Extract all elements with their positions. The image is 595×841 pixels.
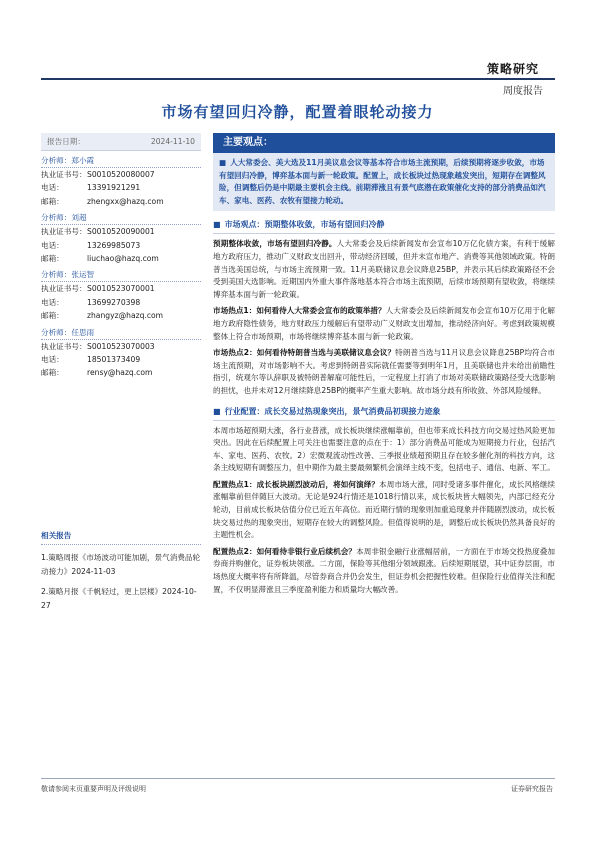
paragraph-text: 特朗普当选与11月议息会议降息25BP均符合市场主流预期，对市场影响不大。考虑到特朗普实际就任需要等到明年1月，且美联储也并未给出前瞻性指引，统观尔等认辞职及被特朗普解雇可能性后，一定程度上打消了市场对美联储政策路径受大选影响的担忧，也并未对12月继续降息25BP的概率产生重大影响。故市场分歧有所收敛、外部风险缓释。 bbox=[213, 348, 555, 395]
license-number: S0010520090001 bbox=[87, 227, 155, 237]
license-number: S0010520080007 bbox=[87, 170, 155, 179]
phone-label: 电话： bbox=[41, 183, 64, 193]
bullet-icon: ■ bbox=[219, 158, 227, 167]
footer-label: 证券研究报告 bbox=[511, 785, 553, 793]
license-label: 执业证书号： bbox=[41, 227, 87, 237]
key-points-summary bbox=[213, 153, 555, 211]
bullet-icon: ■ bbox=[213, 220, 221, 230]
date-value: 2024-11-10 bbox=[150, 136, 195, 146]
paragraph-lead: 配置热点1：成长板块剧烈波动后，将如何演绎？ bbox=[213, 479, 380, 489]
report-date bbox=[41, 133, 201, 151]
report-type: 周度报告 bbox=[503, 86, 543, 97]
date-label: 报告日期： bbox=[47, 136, 85, 146]
email-link[interactable]: zhangyz@hazq.com bbox=[87, 311, 164, 321]
phone-label: 电话： bbox=[41, 240, 64, 250]
paragraph bbox=[213, 479, 555, 542]
analyst-name: 分析师：刘超 bbox=[41, 211, 201, 225]
phone-number: 13269985073 bbox=[87, 240, 141, 250]
analyst-name: 分析师：张运智 bbox=[41, 268, 201, 282]
paragraph-lead: 市场热点2：如何看待特朗普当选与美联储议息会议？ bbox=[213, 348, 396, 358]
phone-number: 18501373409 bbox=[87, 355, 141, 365]
footer-disclaimer: 敬请参阅末页重要声明及评级说明 bbox=[41, 785, 146, 793]
header-rule bbox=[41, 78, 555, 80]
main-content bbox=[213, 133, 555, 596]
phone-label: 电话： bbox=[41, 297, 64, 307]
report-title: 市场有望回归冷静，配置着眼轮动接力 bbox=[161, 103, 434, 121]
related-reports bbox=[41, 529, 201, 613]
paragraph bbox=[213, 305, 555, 343]
paragraph bbox=[213, 238, 555, 301]
analyst-block bbox=[41, 154, 201, 208]
email-label: 邮箱： bbox=[41, 254, 64, 264]
summary-text: 人大常委会、美大选及11月美议息会议等基本符合市场主流预期，后续预期将逐步收敛，市场有望回归冷静，博弈基本面与新一轮政策。配置上，成长板块过热现象越发突出，短期存在调整风险，但调整后仍是中期最主要机会主线。前期滞涨且有景气底潜在政策催化支持的部分消费品如汽车、家电、医药、农牧有望接力轮动。 bbox=[219, 158, 546, 205]
report-category: 策略研究 bbox=[486, 62, 539, 76]
related-report-link[interactable]: 2.策略月报《千帆轻过，更上层楼》2024-10-27 bbox=[41, 587, 197, 610]
analyst-block bbox=[41, 211, 201, 265]
analyst-block bbox=[41, 268, 201, 322]
analyst-block bbox=[41, 326, 201, 380]
license-label: 执业证书号： bbox=[41, 170, 87, 179]
footer-rule bbox=[41, 778, 555, 779]
section-heading: ■ 市场观点：预期整体收敛，市场有望回归冷静 bbox=[213, 217, 555, 234]
paragraph-text: 人大常委会及后续新闻发布会宣布10万亿用于化解地方政府隐性债务，地方财政压力缓解后有望带动广义财政支出增加，推动经济向好。考虑到政策规模整体上符合市场预期，市场将继续博弈基本面与新一轮政策。 bbox=[213, 306, 556, 341]
phone-label: 电话： bbox=[41, 355, 64, 365]
paragraph bbox=[213, 425, 555, 475]
email-label: 邮箱： bbox=[41, 196, 64, 206]
paragraph-lead: 配置热点2：如何看待非银行业后续机会？ bbox=[213, 546, 357, 556]
related-reports-title: 相关报告 bbox=[41, 529, 201, 545]
sidebar bbox=[41, 133, 201, 380]
bullet-icon: ■ bbox=[213, 406, 221, 416]
paragraph-text: 人大常委会及后续新闻发布会宣布10万亿化债方案，有利于缓解地方政府压力，推动广义财政支出回升，带动经济回暖，但并未宣布地产、消费等其他领域政策。特朗普当选美国总统，与市场主流预期一致。11月美联储议息会议降息25BP，并表示其后续政策路径不会受到美国大选影响。近期国内外重大事件落地基本符合市场主流预期，后续市场预期有望收敛，将继续博弈基本面与新一轮政策。 bbox=[213, 239, 555, 299]
paragraph-text: 本周市场大涨，同时受诸多事件催化，成长风格继续涨幅靠前但伴随巨大波动。无论是924行情还是1018行情以来，成长板块皆大幅领先，内部已经充分轮动，目前成长板块估值分位已近五年高位。而近期行情的现象则加重追现象并伴随剧烈波动，成长板块交易过热的现象突出，短期存在较大的调整风险。但值得说明的是，调整后成长板块仍然具备良好的主题性机会。 bbox=[213, 479, 555, 540]
paragraph bbox=[213, 347, 555, 397]
phone-number: 13391921291 bbox=[87, 183, 141, 193]
email-link[interactable]: zhengxx@hazq.com bbox=[87, 196, 164, 206]
analyst-name: 分析师：任思雨 bbox=[41, 326, 201, 340]
paragraph-text: 本周市场超预期大涨，各行业普涨，成长板块继续涨幅靠前，但也带来成长科技方向交易过热风险更加突出。因此在后续配置上可关注也需要注意的点在于：1）部分消费品可能成为短期接力行业，包括汽车、家电、医药、农牧。2）宏微观流动性改善、三季报业绩超预期且存在较多催化剂的科技方向，这条主线短期有调整压力，但中期作为最主要最频繁机会演绎主线不变，包括电子、通信、电新、军工。 bbox=[213, 425, 555, 473]
paragraph-lead: 市场热点1：如何看待人大常委会宣布的政策举措？ bbox=[213, 306, 386, 316]
key-points-heading: 主要观点： bbox=[213, 133, 555, 153]
paragraph-lead: 预期整体收敛，市场有望回归冷静。 bbox=[213, 239, 337, 249]
paragraph-text: 本周非银金融行业涨幅居前，一方面在于市场交投热度叠加券商并购催化，证券板块领涨。二方面，保险等其他细分领域跟涨。后续短期展望，其中证券层面，市场热度大概率将有所降温，尽管券商合并仍会发生，但证券机会把握性较难。但保险行业值得关注和配置，不仅明显滞涨且三季度盈利能力和质量均大幅改善。 bbox=[213, 546, 555, 594]
license-label: 执业证书号： bbox=[41, 341, 87, 351]
paragraph bbox=[213, 546, 555, 596]
phone-number: 13699270398 bbox=[87, 297, 141, 307]
email-link[interactable]: liuchao@hazq.com bbox=[87, 254, 159, 264]
license-label: 执业证书号： bbox=[41, 284, 87, 294]
license-number: S0010523070001 bbox=[87, 284, 155, 294]
analyst-name: 分析师：郑小霞 bbox=[41, 154, 201, 168]
email-link[interactable]: rensy@hazq.com bbox=[87, 368, 153, 378]
email-label: 邮箱： bbox=[41, 368, 64, 378]
email-label: 邮箱： bbox=[41, 311, 64, 321]
section-heading: ■ 行业配置：成长交易过热现象突出，景气消费品初现接力迹象 bbox=[213, 404, 555, 421]
related-report-link[interactable]: 1.策略周报《市场波动可能加剧，景气消费品轮动接力》2024-11-03 bbox=[41, 553, 201, 576]
license-number: S0010523070003 bbox=[87, 341, 155, 351]
